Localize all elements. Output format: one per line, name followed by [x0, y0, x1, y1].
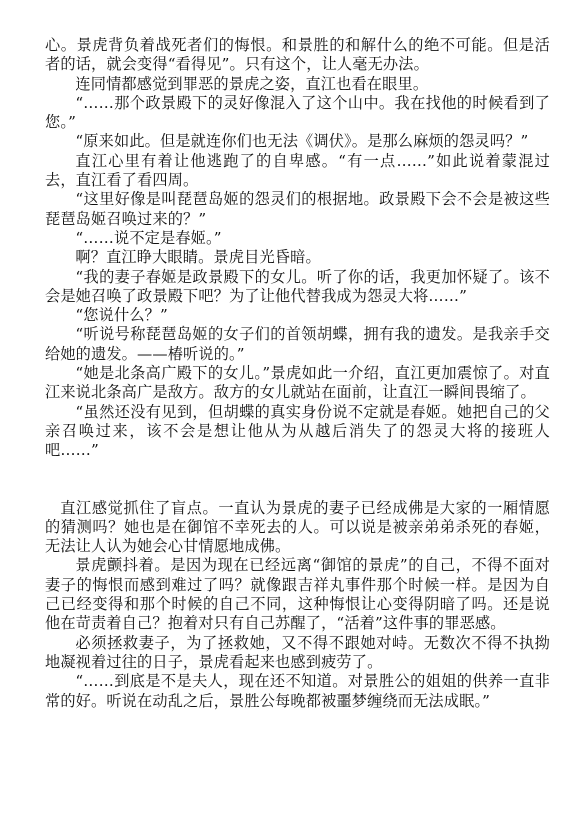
- paragraph: “虽然还没有见到，但胡蝶的真实身份说不定就是春姬。她把自己的父亲召唤过来，该不会是想让他从为从越后消失了的怨灵大将的接班人吧……”: [45, 402, 550, 460]
- paragraph: 景虎颤抖着。是因为现在已经远离“御馆的景虎”的自己，不得不面对妻子的悔恨而感到难过了吗？就像跟吉祥丸事件那个时候一样。是因为自己已经变得和那个时候的自己不同，这种悔恨让心变得阴暗了吗。还是说他在苛责着自己？抱着对只有自己苏醒了，“活着”这件事的罪恶感。: [45, 556, 550, 633]
- document-page: [45, 36, 550, 711]
- paragraph: 心。景虎背负着战死者们的悔恨。和景胜的和解什么的绝不可能。但是活者的话，就会变得“看得见”。只有这个，让人毫无办法。: [45, 36, 550, 74]
- paragraph: 直江心里有着让他逃跑了的自卑感。“有一点……”如此说着蒙混过去，直江看了看四周。: [45, 151, 550, 190]
- paragraph: “……到底是不是夫人，现在还不知道。对景胜公的姐姐的供养一直非常的好。听说在动乱之后，景胜公每晚都被噩梦缠绕而无法成眠。”: [45, 672, 550, 710]
- paragraph: “原来如此。但是就连你们也无法《调伏》。是那么麻烦的怨灵吗？”: [75, 132, 529, 151]
- paragraph: “听说号称琵琶岛姬的女子们的首领胡蝶，拥有我的遗发。是我亲手交给她的遗发。——椿听说的。”: [45, 325, 550, 363]
- paragraph: 连同情都感觉到罪恶的景虎之姿，直江也看在眼里。: [75, 74, 429, 93]
- paragraph: 必须拯救妻子，为了拯救她，又不得不跟她对峙。无数次不得不执拗地凝视着过往的日子，景虎看起来也感到疲劳了。: [45, 633, 550, 671]
- paragraph: 直江感觉抓住了盲点。一直认为景虎的妻子已经成佛是大家的一厢情愿的猜测吗？她也是在御馆不幸死去的人。可以说是被亲弟弟杀死的春姬，无法让人认为她会心甘情愿地成佛。: [45, 498, 550, 556]
- paragraph: 啊？直江睁大眼睛。景虎目光昏暗。: [75, 248, 321, 267]
- paragraph: “我的妻子春姬是政景殿下的女儿。听了你的话，我更加怀疑了。该不会是她召唤了政景殿下吧？为了让他代替我成为怨灵大将……”: [45, 267, 550, 305]
- paragraph: “……说不定是春姬。”: [75, 228, 222, 247]
- section-break: [45, 461, 550, 499]
- paragraph: “这里好像是叫琵琶岛姬的怨灵们的根据地。政景殿下会不会是被这些琵琶岛姬召唤过来的？”: [45, 190, 550, 228]
- paragraph: “您说什么？”: [75, 306, 168, 325]
- paragraph: “……那个政景殿下的灵好像混入了这个山中。我在找他的时候看到了您。”: [45, 93, 550, 132]
- paragraph: “她是北条高广殿下的女儿。”景虎如此一介绍，直江更加震惊了。对直江来说北条高广是敌方。敌方的女儿就站在面前，让直江一瞬间畏缩了。: [45, 364, 550, 402]
